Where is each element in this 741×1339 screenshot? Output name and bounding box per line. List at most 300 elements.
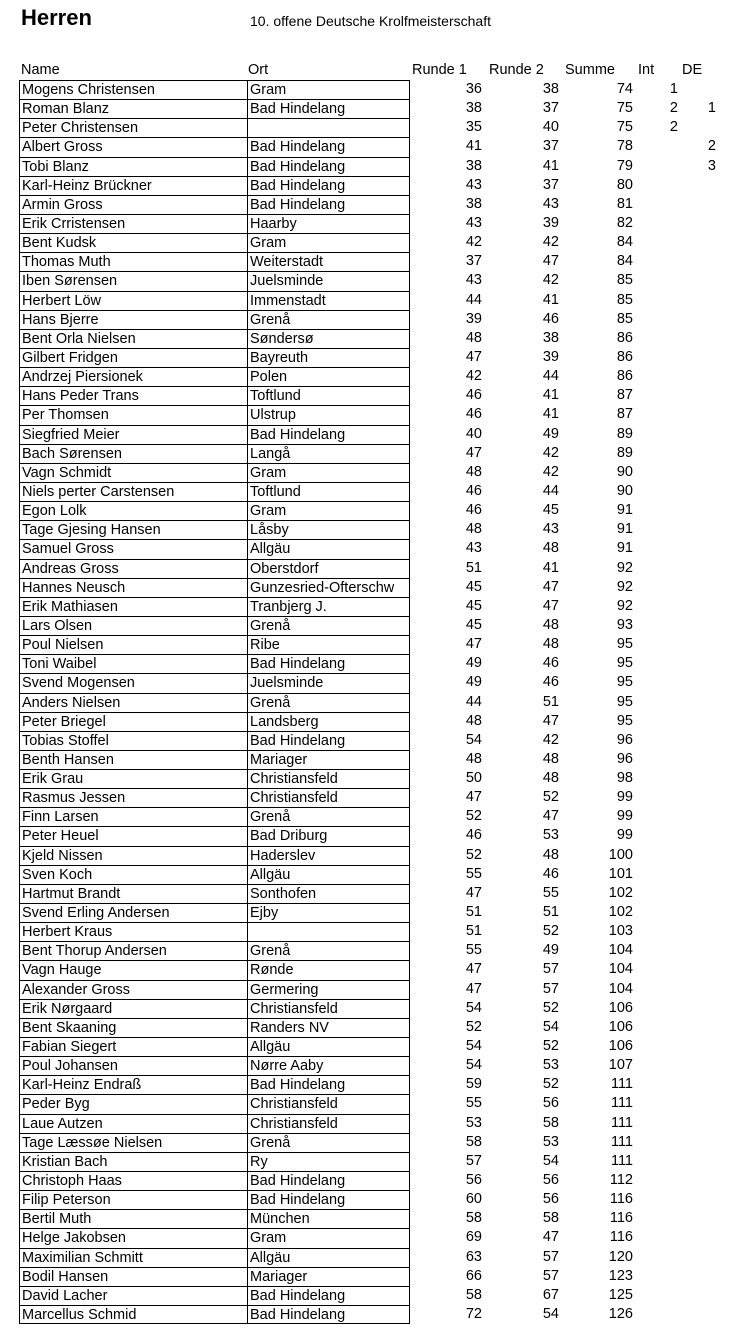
- score-runde2: 53: [542, 1057, 559, 1074]
- table-row: [0, 80, 741, 99]
- score-runde1: 46: [465, 387, 482, 404]
- table-row: [0, 673, 741, 692]
- rank-de: [690, 310, 716, 329]
- table-row: [0, 1305, 741, 1324]
- score-runde1: 44: [465, 291, 482, 308]
- score-runde2: 42: [542, 463, 559, 480]
- score-runde2: 58: [542, 1114, 559, 1131]
- rank-int: [640, 1228, 678, 1247]
- score-runde1: 54: [465, 1038, 482, 1055]
- player-ort: Allgäu: [247, 1037, 410, 1056]
- score-runde1: 51: [465, 923, 482, 940]
- table-row: [0, 176, 741, 195]
- score-summe: 123: [608, 1267, 633, 1284]
- table-row: [0, 310, 741, 329]
- rank-de: [690, 941, 716, 960]
- rank-de: [690, 616, 716, 635]
- score-runde2: 52: [542, 1038, 559, 1055]
- score-summe: 79: [616, 157, 633, 174]
- table-row: [0, 597, 741, 616]
- score-runde2: 48: [542, 616, 559, 633]
- score-runde1: 45: [465, 616, 482, 633]
- rank-de: [690, 463, 716, 482]
- score-runde2: 47: [542, 712, 559, 729]
- score-runde1: 48: [465, 750, 482, 767]
- score-summe: 95: [616, 636, 633, 653]
- rank-de: [690, 693, 716, 712]
- player-ort: Bad Hindelang: [247, 1190, 410, 1209]
- rank-int: [640, 750, 678, 769]
- table-row: [0, 1075, 741, 1094]
- player-name: Herbert Löw: [19, 291, 247, 310]
- rank-int: [640, 539, 678, 558]
- rank-int: [640, 1248, 678, 1267]
- column-header-int: Int: [638, 62, 655, 78]
- rank-de: [690, 405, 716, 424]
- player-name: Laue Autzen: [19, 1114, 247, 1133]
- page-subtitle: 10. offene Deutsche Krolfmeisterschaft: [250, 13, 491, 29]
- player-ort: Bad Hindelang: [247, 99, 410, 118]
- player-ort: Allgäu: [247, 1248, 410, 1267]
- table-row: [0, 826, 741, 845]
- score-summe: 75: [616, 119, 633, 136]
- table-row: [0, 960, 741, 979]
- score-runde2: 46: [542, 310, 559, 327]
- player-name: Rasmus Jessen: [19, 788, 247, 807]
- rank-de: [690, 271, 716, 290]
- player-name: Sven Koch: [19, 865, 247, 884]
- rank-int: [640, 673, 678, 692]
- score-runde1: 49: [465, 674, 482, 691]
- player-ort: Grenå: [247, 807, 410, 826]
- score-runde2: 44: [542, 368, 559, 385]
- player-name: Peter Christensen: [19, 118, 247, 137]
- rank-de: [690, 597, 716, 616]
- score-runde2: 46: [542, 865, 559, 882]
- score-runde2: 54: [542, 1306, 559, 1322]
- player-name: Toni Waibel: [19, 654, 247, 673]
- score-runde1: 53: [465, 1114, 482, 1131]
- score-runde1: 56: [465, 1172, 482, 1189]
- player-name: Tage Gjesing Hansen: [19, 520, 247, 539]
- rank-de: 2: [707, 138, 716, 155]
- score-summe: 85: [616, 272, 633, 289]
- score-runde2: 48: [542, 846, 559, 863]
- score-runde2: 39: [542, 214, 559, 231]
- table-row: [0, 1171, 741, 1190]
- table-row: [0, 118, 741, 137]
- score-summe: 96: [616, 750, 633, 767]
- rank-int: [640, 941, 678, 960]
- rank-int: [640, 444, 678, 463]
- player-ort: Gram: [247, 233, 410, 252]
- rank-de: [690, 367, 716, 386]
- rank-int: [640, 405, 678, 424]
- rank-int: [640, 826, 678, 845]
- rank-int: [640, 1114, 678, 1133]
- table-row: [0, 195, 741, 214]
- score-summe: 116: [609, 1229, 633, 1246]
- score-runde2: 47: [542, 253, 559, 270]
- score-runde2: 53: [542, 1133, 559, 1150]
- score-runde2: 46: [542, 674, 559, 691]
- player-name: David Lacher: [19, 1286, 247, 1305]
- table-row: [0, 482, 741, 501]
- table-row: [0, 616, 741, 635]
- rank-de: [690, 118, 716, 137]
- score-runde2: 41: [542, 291, 559, 308]
- score-runde1: 58: [465, 1286, 482, 1303]
- player-ort: Haarby: [247, 214, 410, 233]
- rank-de: [690, 1248, 716, 1267]
- player-ort: Bad Hindelang: [247, 176, 410, 195]
- score-summe: 86: [616, 368, 633, 385]
- score-runde1: 39: [465, 310, 482, 327]
- player-name: Samuel Gross: [19, 539, 247, 558]
- rank-de: [690, 884, 716, 903]
- score-runde1: 48: [465, 463, 482, 480]
- rank-de: [690, 195, 716, 214]
- score-runde2: 53: [542, 827, 559, 844]
- player-ort: [247, 118, 410, 137]
- score-runde1: 38: [465, 157, 482, 174]
- player-name: Bach Sørensen: [19, 444, 247, 463]
- player-ort: Oberstdorf: [247, 559, 410, 578]
- score-runde1: 54: [465, 731, 482, 748]
- score-summe: 91: [616, 540, 633, 557]
- score-summe: 112: [609, 1172, 633, 1189]
- player-ort: Bad Hindelang: [247, 654, 410, 673]
- player-ort: Randers NV: [247, 1018, 410, 1037]
- rank-de: [690, 233, 716, 252]
- score-runde1: 47: [465, 961, 482, 978]
- column-header-de: DE: [682, 62, 703, 78]
- player-name: Iben Sørensen: [19, 271, 247, 290]
- page-title: Herren: [21, 5, 92, 30]
- rank-int: [640, 1094, 678, 1113]
- player-name: Svend Erling Andersen: [19, 903, 247, 922]
- score-summe: 96: [616, 731, 633, 748]
- player-ort: Juelsminde: [247, 673, 410, 692]
- player-name: Herbert Kraus: [19, 922, 247, 941]
- player-name: Bertil Muth: [19, 1209, 247, 1228]
- score-runde1: 49: [465, 655, 482, 672]
- player-ort: Bad Driburg: [247, 826, 410, 845]
- score-summe: 111: [610, 1114, 633, 1131]
- rank-int: [640, 252, 678, 271]
- rank-de: [690, 1305, 716, 1324]
- score-runde2: 52: [542, 1076, 559, 1093]
- table-row: [0, 501, 741, 520]
- score-runde1: 63: [465, 1248, 482, 1265]
- rank-de: [690, 539, 716, 558]
- score-summe: 111: [610, 1076, 633, 1093]
- player-name: Christoph Haas: [19, 1171, 247, 1190]
- player-name: Thomas Muth: [19, 252, 247, 271]
- score-runde2: 54: [542, 1152, 559, 1169]
- player-name: Siegfried Meier: [19, 425, 247, 444]
- score-summe: 85: [616, 291, 633, 308]
- table-row: [0, 635, 741, 654]
- player-ort: Gram: [247, 1228, 410, 1247]
- score-runde2: 49: [542, 425, 559, 442]
- score-runde1: 35: [465, 119, 482, 136]
- score-runde1: 45: [465, 578, 482, 595]
- score-summe: 85: [616, 310, 633, 327]
- score-runde1: 50: [465, 770, 482, 787]
- score-summe: 125: [608, 1286, 633, 1303]
- score-summe: 95: [616, 693, 633, 710]
- player-ort: Ribe: [247, 635, 410, 654]
- rank-de: [690, 980, 716, 999]
- score-summe: 116: [609, 1210, 633, 1227]
- score-summe: 80: [616, 176, 633, 193]
- player-ort: Gram: [247, 501, 410, 520]
- table-row: [0, 1094, 741, 1113]
- rank-de: [690, 865, 716, 884]
- player-name: Erik Crristensen: [19, 214, 247, 233]
- rank-de: [690, 501, 716, 520]
- table-row: [0, 1228, 741, 1247]
- score-runde2: 47: [542, 578, 559, 595]
- column-header-runde2: Runde 2: [489, 62, 544, 78]
- score-runde2: 38: [542, 81, 559, 97]
- score-runde2: 42: [542, 272, 559, 289]
- score-summe: 106: [608, 1018, 633, 1035]
- player-ort: Bad Hindelang: [247, 1075, 410, 1094]
- table-row: [0, 922, 741, 941]
- score-summe: 90: [616, 482, 633, 499]
- rank-de: [690, 1286, 716, 1305]
- score-runde1: 43: [465, 214, 482, 231]
- score-summe: 107: [608, 1057, 633, 1074]
- table-row: [0, 769, 741, 788]
- score-summe: 111: [610, 1133, 633, 1150]
- player-name: Alexander Gross: [19, 980, 247, 999]
- score-runde1: 54: [465, 1057, 482, 1074]
- player-ort: Grenå: [247, 693, 410, 712]
- player-ort: Ulstrup: [247, 405, 410, 424]
- score-runde1: 47: [465, 444, 482, 461]
- player-ort: Christiansfeld: [247, 788, 410, 807]
- player-ort: Christiansfeld: [247, 769, 410, 788]
- table-row: [0, 1267, 741, 1286]
- table-row: [0, 386, 741, 405]
- score-runde2: 55: [542, 884, 559, 901]
- player-ort: Weiterstadt: [247, 252, 410, 271]
- rank-int: [640, 271, 678, 290]
- rank-int: [640, 1056, 678, 1075]
- score-summe: 89: [616, 444, 633, 461]
- rank-de: 3: [707, 157, 716, 174]
- rank-de: [690, 520, 716, 539]
- score-runde1: 58: [465, 1133, 482, 1150]
- score-summe: 99: [616, 827, 633, 844]
- rank-int: [640, 348, 678, 367]
- table-row: [0, 157, 741, 176]
- rank-de: [690, 1037, 716, 1056]
- player-ort: Bad Hindelang: [247, 157, 410, 176]
- score-runde2: 47: [542, 597, 559, 614]
- player-name: Kjeld Nissen: [19, 846, 247, 865]
- table-row: [0, 233, 741, 252]
- score-runde2: 56: [542, 1172, 559, 1189]
- rank-int: [640, 1305, 678, 1324]
- table-row: [0, 578, 741, 597]
- score-runde2: 44: [542, 482, 559, 499]
- score-runde2: 41: [542, 387, 559, 404]
- score-runde2: 42: [542, 234, 559, 251]
- rank-de: [690, 1152, 716, 1171]
- player-name: Poul Nielsen: [19, 635, 247, 654]
- score-runde2: 48: [542, 750, 559, 767]
- rank-de: [690, 578, 716, 597]
- column-header-name: Name: [21, 62, 60, 78]
- score-summe: 87: [616, 387, 633, 404]
- rank-int: [640, 846, 678, 865]
- column-header-ort: Ort: [248, 62, 269, 78]
- score-summe: 95: [616, 712, 633, 729]
- rank-int: [640, 788, 678, 807]
- score-summe: 104: [608, 942, 633, 959]
- table-row: [0, 444, 741, 463]
- player-ort: Mariager: [247, 750, 410, 769]
- table-row: [0, 559, 741, 578]
- table-row: [0, 865, 741, 884]
- player-name: Tage Læssøe Nielsen: [19, 1133, 247, 1152]
- table-row: [0, 425, 741, 444]
- score-summe: 116: [609, 1191, 633, 1208]
- table-row: [0, 1133, 741, 1152]
- rank-de: [690, 425, 716, 444]
- player-ort: Allgäu: [247, 539, 410, 558]
- score-runde1: 42: [465, 368, 482, 385]
- score-runde2: 46: [542, 655, 559, 672]
- table-row: [0, 463, 741, 482]
- rank-int: [640, 157, 678, 176]
- rank-int: [640, 386, 678, 405]
- rank-int: [640, 1133, 678, 1152]
- table-row: [0, 1286, 741, 1305]
- score-runde1: 47: [465, 636, 482, 653]
- player-name: Bent Skaaning: [19, 1018, 247, 1037]
- rank-de: [690, 826, 716, 845]
- table-row: [0, 329, 741, 348]
- score-summe: 104: [608, 980, 633, 997]
- rank-int: [640, 597, 678, 616]
- rank-int: [640, 1171, 678, 1190]
- rank-de: [690, 1094, 716, 1113]
- score-summe: 75: [616, 100, 633, 117]
- rank-int: [640, 463, 678, 482]
- rank-int: [640, 1152, 678, 1171]
- score-summe: 87: [616, 406, 633, 423]
- table-row: [0, 137, 741, 156]
- player-name: Bodil Hansen: [19, 1267, 247, 1286]
- score-runde2: 48: [542, 540, 559, 557]
- score-runde1: 41: [465, 138, 482, 155]
- rank-de: [690, 922, 716, 941]
- table-row: [0, 712, 741, 731]
- player-name: Maximilian Schmitt: [19, 1248, 247, 1267]
- score-summe: 92: [616, 559, 633, 576]
- score-runde1: 51: [465, 904, 482, 921]
- score-runde2: 37: [542, 138, 559, 155]
- rank-int: [640, 482, 678, 501]
- rank-int: [640, 1190, 678, 1209]
- rank-int: [640, 731, 678, 750]
- rank-int: [640, 999, 678, 1018]
- player-name: Benth Hansen: [19, 750, 247, 769]
- table-row: [0, 884, 741, 903]
- score-runde1: 47: [465, 789, 482, 806]
- score-runde1: 46: [465, 482, 482, 499]
- score-runde2: 48: [542, 770, 559, 787]
- score-runde1: 43: [465, 272, 482, 289]
- player-name: Hannes Neusch: [19, 578, 247, 597]
- rank-int: 2: [669, 119, 678, 136]
- score-runde1: 52: [465, 846, 482, 863]
- rank-de: [690, 788, 716, 807]
- score-summe: 81: [616, 195, 633, 212]
- score-runde1: 72: [465, 1306, 482, 1322]
- player-name: Vagn Schmidt: [19, 463, 247, 482]
- rank-int: [640, 214, 678, 233]
- player-name: Gilbert Fridgen: [19, 348, 247, 367]
- player-name: Marcellus Schmid: [19, 1305, 247, 1324]
- rank-int: [640, 425, 678, 444]
- score-runde2: 51: [542, 693, 559, 710]
- table-row: [0, 1152, 741, 1171]
- score-runde1: 55: [465, 865, 482, 882]
- player-ort: Immenstadt: [247, 291, 410, 310]
- player-ort: Bad Hindelang: [247, 1305, 410, 1324]
- score-runde1: 48: [465, 329, 482, 346]
- score-runde2: 42: [542, 444, 559, 461]
- player-name: Karl-Heinz Endraß: [19, 1075, 247, 1094]
- player-name: Per Thomsen: [19, 405, 247, 424]
- score-summe: 84: [616, 253, 633, 270]
- player-ort: Gram: [247, 80, 410, 99]
- rank-de: [690, 960, 716, 979]
- rank-int: [640, 1037, 678, 1056]
- rank-de: [690, 80, 716, 99]
- score-runde2: 39: [542, 348, 559, 365]
- rank-int: [640, 960, 678, 979]
- rank-de: [690, 903, 716, 922]
- player-ort: Ry: [247, 1152, 410, 1171]
- table-row: [0, 405, 741, 424]
- table-row: [0, 1037, 741, 1056]
- score-summe: 111: [610, 1095, 633, 1112]
- score-summe: 91: [616, 521, 633, 538]
- rank-de: [690, 348, 716, 367]
- player-ort: Sonthofen: [247, 884, 410, 903]
- rank-de: [690, 1018, 716, 1037]
- score-runde2: 48: [542, 636, 559, 653]
- score-runde1: 66: [465, 1267, 482, 1284]
- score-runde2: 42: [542, 731, 559, 748]
- player-name: Bent Orla Nielsen: [19, 329, 247, 348]
- table-row: [0, 271, 741, 290]
- rank-de: [690, 291, 716, 310]
- rank-de: [690, 329, 716, 348]
- rank-int: 1: [669, 81, 678, 97]
- player-ort: Christiansfeld: [247, 1094, 410, 1113]
- score-runde2: 56: [542, 1095, 559, 1112]
- score-summe: 102: [608, 884, 633, 901]
- table-row: [0, 941, 741, 960]
